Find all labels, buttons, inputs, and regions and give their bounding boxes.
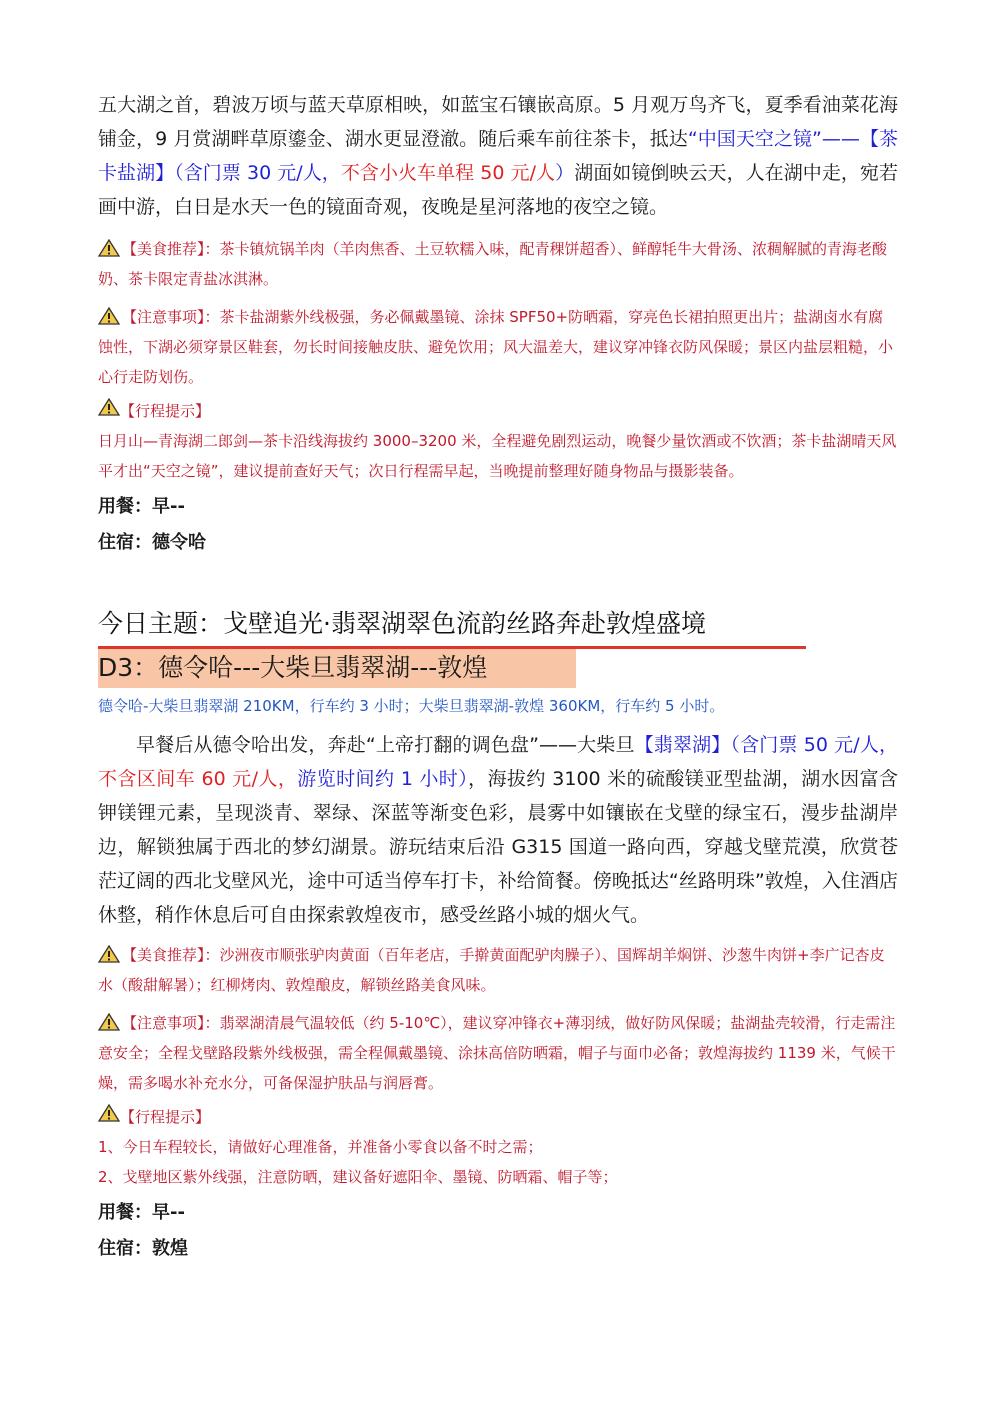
day2-text-price: 不含小火车单程 50 元/人: [340, 162, 556, 184]
day2-tip-heading: 【行程提示】: [98, 396, 898, 426]
warning-icon: [98, 943, 120, 961]
day3-tip-1: 1、今日车程较长，请做好心理准备，并准备小零食以备不时之需；: [98, 1138, 543, 1156]
day2-text-1: 五大湖之首，碧波万顷与蓝天草原相映，如蓝宝石镶嵌高原。5 月观万鸟齐飞，夏季看油菜花海铺金，9 月赏湖畔草原鎏金、湖水更显澄澈。随后乘车前往茶卡，抵达: [98, 94, 898, 150]
day2-text-highlight: “中国天空之镜”——【茶卡盐湖】（含门票 30 元/人，: [98, 128, 899, 184]
day2-description: [98, 88, 898, 224]
warning-icon: [98, 1011, 120, 1029]
warning-icon: [98, 1108, 120, 1126]
day2-text-close: ）: [555, 162, 575, 184]
day2-notice-note: 【注意事项】：茶卡盐湖紫外线极强，务必佩戴墨镜、涂抹 SPF50+防晒霜，穿亮色长裙拍照更出片；盐湖卤水有腐蚀性，下湖必须穿景区鞋套，勿长时间接触皮肤、避免饮用；风大温差大，建议穿冲锋衣防风保暖；景区内盐层粗糙，小心行走防划伤。: [98, 302, 898, 392]
theme-underline: [98, 646, 806, 649]
day3-text-price: 不含区间车 60 元/人，: [98, 768, 298, 790]
warning-icon: [98, 402, 120, 420]
day2-meal: 用餐：早--: [98, 496, 185, 517]
day3-text-highlight: 【翡翠湖】（含门票 50 元/人，: [634, 734, 898, 756]
day3-description: 早餐后从德令哈出发，奔赴“上帝打翻的调色盘”——大柴旦【翡翠湖】（含门票 50 元/人，不含区间车 60 元/人，游览时间约 1 小时），海拔约 3100 米的硫酸镁亚型盐湖，湖水因富含钾镁锂元素，呈现淡青、翠绿、深蓝等渐变色彩，晨雾中如镶嵌在戈壁的绿宝石，漫步盐湖岸边，解锁独属于西北的梦幻湖景。游玩结束后沿 G315 国道一路向西，穿越戈壁荒漠，欣赏苍茫辽阔的西北戈壁风光，途中可适当停车打卡，补给简餐。傍晚抵达“丝路明珠”敦煌，入住酒店休整，稍作休息后可自由探索敦煌夜市，感受丝路小城的烟火气。: [98, 734, 898, 926]
day3-route: 德令哈-大柴旦翡翠湖 210KM，行车约 3 小时；大柴旦翡翠湖-敦煌 360KM，行车约 5 小时。: [98, 697, 725, 715]
day3-meal: 用餐：早--: [98, 1202, 185, 1223]
day2-stay: 住宿：德令哈: [98, 532, 206, 553]
day3-text-duration: 游览时间约 1 小时）: [297, 768, 469, 790]
warning-icon: [98, 305, 120, 323]
day3-stay: 住宿：敦煌: [98, 1238, 188, 1259]
day2-food-note: 【美食推荐】：茶卡镇炕锅羊肉（羊肉焦香、土豆软糯入味，配青稞饼超香）、鲜醇牦牛大骨汤、浓稠解腻的青海老酸奶、茶卡限定青盐冰淇淋。: [98, 234, 898, 294]
warning-icon: [98, 237, 120, 255]
day3-theme-block: [98, 606, 806, 642]
day2-text-2: 湖面如镜倒映云天，人在湖中走，宛若画中游，白日是水天一色的镜面奇观，夜晚是星河落地的夜空之镜。: [98, 162, 898, 218]
day3-notice-note: 【注意事项】：翡翠湖清晨气温较低（约 5-10℃），建议穿冲锋衣+薄羽绒，做好防风保暖；盐湖盐壳较滑，行走需注意安全；全程戈壁路段紫外线极强，需全程佩戴墨镜、涂抹高倍防晒霜，帽子与面巾必备；敦煌海拔约 1139 米，气候干燥，需多喝水补充水分，可备保湿护肤品与润唇膏。: [98, 1008, 898, 1098]
day3-food-note: 【美食推荐】：沙洲夜市顺张驴肉黄面（百年老店，手擀黄面配驴肉臊子）、国辉胡羊焖饼、沙葱牛肉饼+李广记杏皮水（酸甜解暑）；红柳烤肉、敦煌酿皮，解锁丝路美食风味。: [98, 940, 898, 1000]
day2-tip-body: 日月山—青海湖二郎剑—茶卡沿线海拔约 3000–3200 米，全程避免剧烈运动，晚餐少量饮酒或不饮酒；茶卡盐湖晴天风平才出“天空之镜”，建议提前查好天气；次日行程需早起，当晚提前整理好随身物品与摄影装备。: [98, 432, 897, 480]
day3-theme: 今日主题：戈壁追光·翡翠湖翠色流韵丝路奔赴敦煌盛境: [98, 609, 706, 638]
day3-tip-heading: 【行程提示】: [98, 1102, 898, 1132]
itinerary-page: [98, 88, 898, 1266]
day3-tip-2: 2、戈壁地区紫外线强，注意防晒，建议备好遮阳伞、墨镜、防晒霜、帽子等；: [98, 1168, 618, 1186]
day3-title: D3：德令哈---大柴旦翡翠湖---敦煌: [98, 648, 576, 688]
